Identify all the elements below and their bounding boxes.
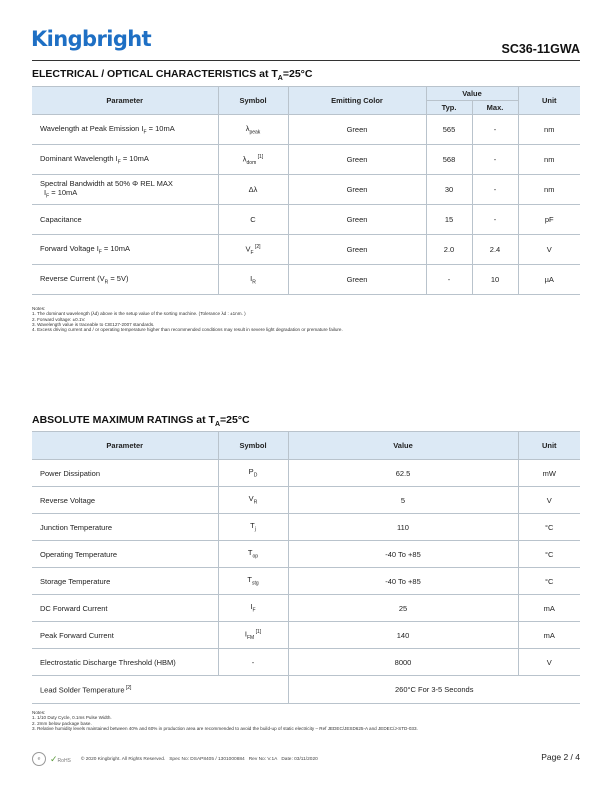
note-line: 1. The dominant wavelength (λd) above is the setup value of the sorting machine. (Tolerance λd : ±1nm. ) bbox=[32, 311, 246, 317]
typ-cell: - bbox=[426, 265, 472, 295]
parameter-tail: = 10mA bbox=[101, 243, 130, 253]
parameter-cell bbox=[32, 265, 218, 295]
table-row bbox=[32, 175, 580, 205]
symbol-note: [1] bbox=[254, 629, 262, 635]
parameter-text: Lead Solder Temperature bbox=[40, 685, 125, 695]
header-typ: Typ. bbox=[426, 101, 472, 115]
symbol-cell bbox=[218, 595, 288, 622]
parameter-tail: = 10mA bbox=[120, 153, 149, 163]
parameter-cell bbox=[32, 235, 218, 265]
symbol-cell bbox=[218, 487, 288, 514]
unit-cell: nm bbox=[518, 145, 580, 175]
header-parameter: Parameter bbox=[32, 432, 218, 460]
table-row bbox=[32, 541, 580, 568]
absolute-title-suffix: =25°C bbox=[220, 414, 250, 426]
table-row bbox=[32, 460, 580, 487]
table-row bbox=[32, 676, 580, 704]
note-line: 2. 2mm below package base. bbox=[32, 720, 92, 726]
parameter-sub: R bbox=[104, 279, 109, 286]
unit-cell: °C bbox=[518, 568, 580, 595]
symbol-text: - bbox=[251, 657, 255, 667]
symbol-cell bbox=[218, 145, 288, 175]
electrical-table bbox=[32, 86, 580, 295]
compliance-seal-icon: e bbox=[32, 752, 46, 766]
table-row bbox=[32, 514, 580, 541]
footer bbox=[32, 752, 580, 766]
header-symbol: Symbol bbox=[218, 87, 288, 115]
parameter-line bbox=[40, 244, 218, 256]
typ-cell: 15 bbox=[426, 205, 472, 235]
symbol-text: C bbox=[250, 215, 256, 224]
parameter-tail: = 5V) bbox=[108, 273, 129, 283]
note-line: 4. Excess driving current and / or operating temperature higher than recommended conditions may result in severe light degradation or premature failure. bbox=[32, 327, 343, 333]
value-cell: 62.5 bbox=[288, 460, 518, 487]
parameter-line bbox=[40, 124, 218, 136]
unit-cell: µA bbox=[518, 265, 580, 295]
unit-cell: V bbox=[518, 487, 580, 514]
part-number: SC36-11GWA bbox=[501, 42, 580, 56]
page-number: Page 2 / 4 bbox=[541, 752, 580, 762]
value-cell: 5 bbox=[288, 487, 518, 514]
parameter-cell: DC Forward Current bbox=[32, 595, 218, 622]
unit-cell: °C bbox=[518, 514, 580, 541]
header-emitting-color: Emitting Color bbox=[288, 87, 426, 115]
symbol-cell bbox=[218, 175, 288, 205]
table-row bbox=[32, 595, 580, 622]
note-line: 3. Wavelength value is traceable to CIE127-2007 standards. bbox=[32, 321, 155, 327]
value-cell: 260°C For 3-5 Seconds bbox=[288, 676, 580, 704]
parameter-cell bbox=[32, 145, 218, 175]
parameter-text: Reverse Current (V bbox=[40, 273, 105, 283]
parameter-cell: Peak Forward Current bbox=[32, 622, 218, 649]
unit-cell: nm bbox=[518, 175, 580, 205]
unit-cell: mA bbox=[518, 622, 580, 649]
note-line: 2. Forward voltage: ±0.1V. bbox=[32, 316, 86, 322]
absolute-table bbox=[32, 431, 580, 704]
parameter-text: I bbox=[44, 188, 47, 198]
unit-cell: °C bbox=[518, 541, 580, 568]
unit-cell: V bbox=[518, 649, 580, 676]
absolute-title-text: ABSOLUTE MAXIMUM RATINGS at T bbox=[32, 414, 215, 426]
table-row bbox=[32, 568, 580, 595]
value-cell: -40 To +85 bbox=[288, 541, 518, 568]
electrical-section-title bbox=[32, 68, 312, 82]
max-cell: - bbox=[472, 115, 518, 145]
value-cell: 25 bbox=[288, 595, 518, 622]
parameter-sub: F bbox=[117, 159, 121, 166]
parameter-note: [2] bbox=[124, 684, 132, 691]
symbol-sub: dom bbox=[246, 159, 257, 166]
parameter-cell: Junction Temperature bbox=[32, 514, 218, 541]
symbol-cell bbox=[218, 460, 288, 487]
value-cell: 110 bbox=[288, 514, 518, 541]
kingbright-logo: Kingbright bbox=[31, 27, 152, 51]
footer-spec: Spec No: DSAP8405 / 1301000884 bbox=[169, 756, 245, 762]
emitting-color-cell: Green bbox=[288, 115, 426, 145]
symbol-sub: R bbox=[252, 279, 256, 286]
rohs-label: RoHS bbox=[57, 757, 71, 764]
symbol-cell bbox=[218, 622, 288, 649]
parameter-sub: F bbox=[46, 193, 50, 200]
typ-cell: 2.0 bbox=[426, 235, 472, 265]
symbol-text: I bbox=[250, 273, 253, 283]
parameter-cell: Storage Temperature bbox=[32, 568, 218, 595]
max-cell: 10 bbox=[472, 265, 518, 295]
symbol-sub: R bbox=[253, 499, 258, 506]
footer-left bbox=[32, 752, 318, 766]
note-line: 1. 1/10 Duty Cycle, 0.1ms Pulse Width. bbox=[32, 715, 112, 721]
parameter-line bbox=[40, 154, 218, 166]
rohs-check-icon: ✓ bbox=[50, 753, 58, 764]
symbol-cell bbox=[218, 115, 288, 145]
symbol-text: P bbox=[248, 467, 254, 477]
value-cell: 140 bbox=[288, 622, 518, 649]
emitting-color-cell: Green bbox=[288, 175, 426, 205]
symbol-sub: D bbox=[253, 472, 258, 479]
symbol-text: T bbox=[247, 575, 252, 585]
symbol-cell bbox=[218, 649, 288, 676]
parameter-line bbox=[40, 188, 218, 200]
typ-cell: 30 bbox=[426, 175, 472, 205]
typ-cell: 565 bbox=[426, 115, 472, 145]
emitting-color-cell: Green bbox=[288, 205, 426, 235]
rohs-icon bbox=[50, 754, 71, 765]
note-line: Notes: bbox=[32, 306, 46, 311]
max-cell: - bbox=[472, 145, 518, 175]
symbol-cell bbox=[218, 541, 288, 568]
header-rule bbox=[32, 60, 580, 61]
table-row bbox=[32, 649, 580, 676]
header-unit: Unit bbox=[518, 87, 580, 115]
symbol-text: T bbox=[247, 548, 253, 558]
symbol-text: V bbox=[248, 494, 254, 504]
symbol-sub: FM bbox=[246, 635, 255, 641]
parameter-cell bbox=[32, 115, 218, 145]
symbol-cell bbox=[218, 514, 288, 541]
note-line: Notes: bbox=[32, 710, 46, 715]
max-cell: - bbox=[472, 205, 518, 235]
header-symbol: Symbol bbox=[218, 432, 288, 460]
parameter-cell bbox=[32, 175, 218, 205]
emitting-color-cell: Green bbox=[288, 265, 426, 295]
electrical-notes bbox=[32, 306, 343, 332]
header-max: Max. bbox=[472, 101, 518, 115]
unit-cell: V bbox=[518, 235, 580, 265]
footer-copyright: © 2020 Kingbright. All Rights Reserved. bbox=[80, 756, 166, 762]
parameter-line bbox=[40, 274, 218, 286]
electrical-title-suffix: =25°C bbox=[282, 68, 313, 80]
unit-cell: mW bbox=[518, 460, 580, 487]
parameter-sub: F bbox=[143, 129, 147, 136]
electrical-title-sub: A bbox=[277, 75, 283, 83]
header-unit: Unit bbox=[518, 432, 580, 460]
note-line: 3. Relative humidity levels maintained between 40% and 60% in production area are recommended to avoid the build-up of static electricity – Ref JEDEC/JESD625-A and JEDEC/J-STD-033. bbox=[32, 725, 418, 731]
symbol-sub: stg bbox=[251, 580, 259, 587]
max-cell: - bbox=[472, 175, 518, 205]
symbol-cell bbox=[218, 235, 288, 265]
emitting-color-cell: Green bbox=[288, 145, 426, 175]
symbol-text: I bbox=[244, 629, 247, 639]
parameter-text: Spectral Bandwidth at 50% Φ REL MAX bbox=[40, 179, 173, 189]
unit-cell: mA bbox=[518, 595, 580, 622]
symbol-note: [2] bbox=[253, 243, 261, 250]
symbol-cell bbox=[218, 265, 288, 295]
table-row bbox=[32, 265, 580, 295]
parameter-cell: Electrostatic Discharge Threshold (HBM) bbox=[32, 649, 218, 676]
footer-rev: Rev No: V.1A bbox=[248, 756, 278, 762]
unit-cell: pF bbox=[518, 205, 580, 235]
typ-cell: 568 bbox=[426, 145, 472, 175]
symbol-text: λ bbox=[245, 123, 250, 133]
header-value: Value bbox=[426, 87, 518, 101]
symbol-text: T bbox=[250, 521, 255, 531]
header-parameter: Parameter bbox=[32, 87, 218, 115]
parameter-cell bbox=[32, 205, 218, 235]
parameter-text: Forward Voltage I bbox=[40, 243, 99, 253]
table-row bbox=[32, 115, 580, 145]
parameter-cell bbox=[32, 676, 288, 704]
symbol-sub: F bbox=[250, 249, 254, 256]
absolute-notes bbox=[32, 710, 418, 731]
absolute-title-sub: A bbox=[214, 421, 221, 429]
emitting-color-cell: Green bbox=[288, 235, 426, 265]
parameter-text: Capacitance bbox=[40, 215, 82, 224]
parameter-text: Dominant Wavelength I bbox=[40, 153, 118, 163]
table-row bbox=[32, 205, 580, 235]
unit-cell: nm bbox=[518, 115, 580, 145]
symbol-text: Δλ bbox=[248, 185, 258, 194]
parameter-cell: Operating Temperature bbox=[32, 541, 218, 568]
table-row bbox=[32, 487, 580, 514]
parameter-cell: Reverse Voltage bbox=[32, 487, 218, 514]
symbol-sub: j bbox=[254, 526, 256, 533]
value-cell: 8000 bbox=[288, 649, 518, 676]
absolute-section-title bbox=[32, 414, 250, 428]
symbol-cell bbox=[218, 568, 288, 595]
symbol-sub: peak bbox=[249, 129, 261, 136]
table-row bbox=[32, 622, 580, 649]
symbol-note: [1] bbox=[256, 153, 264, 160]
symbol-sub: op bbox=[252, 553, 259, 560]
parameter-cell: Power Dissipation bbox=[32, 460, 218, 487]
parameter-text: Wavelength at Peak Emission I bbox=[40, 123, 144, 133]
symbol-cell bbox=[218, 205, 288, 235]
symbol-text: I bbox=[250, 602, 253, 612]
value-cell: -40 To +85 bbox=[288, 568, 518, 595]
max-cell: 2.4 bbox=[472, 235, 518, 265]
parameter-tail: = 10mA bbox=[49, 188, 78, 198]
header-value: Value bbox=[288, 432, 518, 460]
symbol-sub: F bbox=[252, 607, 256, 614]
table-row bbox=[32, 235, 580, 265]
parameter-tail: = 10mA bbox=[146, 123, 175, 133]
footer-date: Date: 03/11/2020 bbox=[281, 756, 318, 762]
parameter-line bbox=[40, 179, 218, 188]
electrical-title-text: ELECTRICAL / OPTICAL CHARACTERISTICS at T bbox=[32, 68, 278, 80]
table-row bbox=[32, 145, 580, 175]
parameter-sub: F bbox=[98, 249, 102, 256]
symbol-text: λ bbox=[242, 154, 247, 163]
symbol-text: V bbox=[245, 244, 251, 253]
parameter-line bbox=[40, 215, 218, 224]
